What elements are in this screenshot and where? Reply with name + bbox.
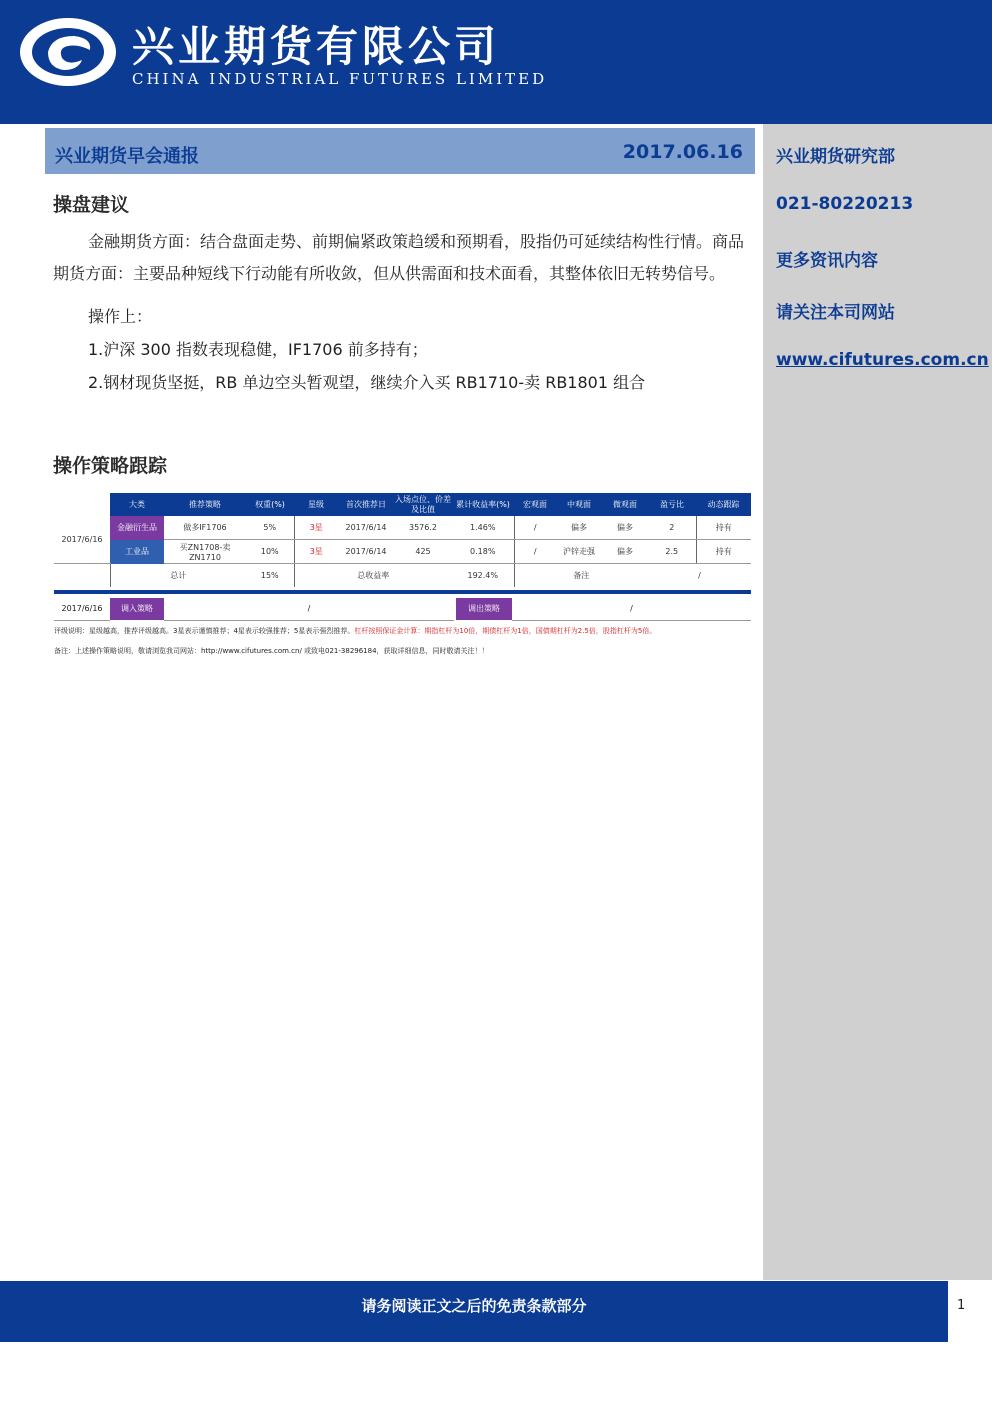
- table-row: [54, 540, 751, 564]
- table-row: [54, 516, 751, 540]
- report-date: 2017.06.16: [622, 141, 743, 163]
- row-track: 持有: [696, 516, 751, 540]
- operation-2: 2.钢材现货坚挺，RB 单边空头暂观望，继续介入买 RB1710-卖 RB1801 组合: [88, 373, 646, 392]
- row-category: 工业品: [110, 540, 164, 564]
- out-strategy-label: 调出策略: [456, 598, 512, 620]
- total-return: 192.4%: [467, 571, 498, 580]
- col-header: 权重(%): [246, 493, 294, 516]
- total-label: 总计: [110, 564, 246, 588]
- row-entry: 425: [394, 540, 452, 564]
- research-dept: 兴业期货研究部: [776, 147, 895, 167]
- col-header: 星级: [294, 493, 338, 516]
- row-return: 1.46%: [452, 516, 514, 540]
- strategy-changes-row: [54, 590, 751, 624]
- row-stars: 3星: [294, 540, 338, 564]
- rating-note-text: 评级说明：星级越高，推荐评级越高。3星表示谨慎推荐；4星表示较强推荐；5星表示强烈推荐。: [54, 627, 355, 635]
- company-name-en: CHINA INDUSTRIAL FUTURES LIMITED: [132, 70, 548, 88]
- row-weight: 5%: [246, 516, 294, 540]
- in-strategy-label: 调入策略: [110, 598, 164, 620]
- row-first-date: 2017/6/14: [338, 540, 394, 564]
- total-row: [54, 564, 751, 588]
- col-header: 盈亏比: [648, 493, 696, 516]
- remark-note: 备注：上述操作策略说明，敬请浏览我司网站：http://www.cifutures.com.cn/ 或致电021-38296184，获取详细信息，同时敬请关注！！: [54, 647, 489, 655]
- disclaimer-text: 请务阅读正文之后的免责条款部分: [361, 1297, 587, 1315]
- changes-date: 2017/6/16: [54, 598, 110, 621]
- out-strategy-value: /: [512, 598, 751, 621]
- rating-note: [54, 626, 656, 636]
- total-return-label: 总收益率: [294, 564, 452, 588]
- row-ratio: 2.5: [648, 540, 696, 564]
- row-stars: 3星: [294, 516, 338, 540]
- advice-paragraph: 金融期货方面：结合盘面走势、前期偏紧政策趋缓和预期看，股指仍可延续结构性行情。商品期货方面：主要品种短线下行动能有所收敛，但从供需面和技术面看，其整体依旧无转势信号。: [53, 232, 745, 283]
- contact-sidebar: [763, 124, 992, 1280]
- row-micro: 偏多: [602, 516, 648, 540]
- col-header: 动态跟踪: [696, 493, 751, 516]
- in-strategy-value: /: [164, 598, 454, 621]
- row-meso: 偏多: [556, 516, 602, 540]
- row-strategy: 买ZN1708-卖ZN1710: [164, 540, 246, 564]
- visit-site-label: 请关注本司网站: [776, 303, 895, 323]
- tracking-heading: 操作策略跟踪: [53, 455, 168, 477]
- row-entry: 3576.2: [394, 516, 452, 540]
- col-header: 累计收益率(%): [452, 493, 514, 516]
- track-date: 2017/6/16: [54, 516, 110, 564]
- ops-label: 操作上：: [88, 307, 153, 326]
- company-logo-icon: [18, 16, 118, 88]
- col-header: 推荐策略: [164, 493, 246, 516]
- row-micro: 偏多: [602, 540, 648, 564]
- col-header: 大类: [110, 493, 164, 516]
- more-info-label: 更多资讯内容: [776, 251, 878, 271]
- row-ratio: 2: [648, 516, 696, 540]
- col-header: 入场点位、价差及比值: [394, 493, 452, 516]
- page-footer: [0, 1281, 948, 1342]
- leverage-note-text: 杠杆按照保证金计算：期指杠杆为10倍，期债杠杆为1倍，国债期杠杆为2.5倍，股指杠杆为5倍。: [354, 627, 657, 635]
- row-macro: /: [514, 540, 556, 564]
- col-header: 中观面: [556, 493, 602, 516]
- report-title: 兴业期货早会通报: [55, 146, 199, 167]
- col-header: 宏观面: [514, 493, 556, 516]
- page-number: 1: [957, 1298, 966, 1313]
- row-strategy: 做多IF1706: [164, 516, 246, 540]
- comment-label: 备注: [514, 564, 648, 588]
- col-header: 首次推荐日: [338, 493, 394, 516]
- row-first-date: 2017/6/14: [338, 516, 394, 540]
- row-category: 金融衍生品: [110, 516, 164, 540]
- col-header: 微观面: [602, 493, 648, 516]
- row-macro: /: [514, 516, 556, 540]
- table-header-row: [54, 493, 751, 516]
- company-name-cn: 兴业期货有限公司: [132, 22, 501, 71]
- advice-heading: 操盘建议: [53, 194, 130, 216]
- operation-1: 1.沪深 300 指数表现稳健，IF1706 前多持有；: [88, 340, 428, 359]
- row-weight: 10%: [246, 540, 294, 564]
- strategy-table: [54, 493, 751, 587]
- total-weight: 15%: [260, 571, 279, 580]
- report-title-bar: [45, 128, 755, 174]
- row-track: 持有: [696, 540, 751, 564]
- row-return: 0.18%: [452, 540, 514, 564]
- row-meso: 沪锌走强: [556, 540, 602, 564]
- website-link[interactable]: www.cifutures.com.cn: [776, 350, 989, 370]
- comment-value: /: [698, 571, 701, 580]
- phone-number: 021-80220213: [776, 194, 914, 214]
- page-header: [0, 0, 992, 124]
